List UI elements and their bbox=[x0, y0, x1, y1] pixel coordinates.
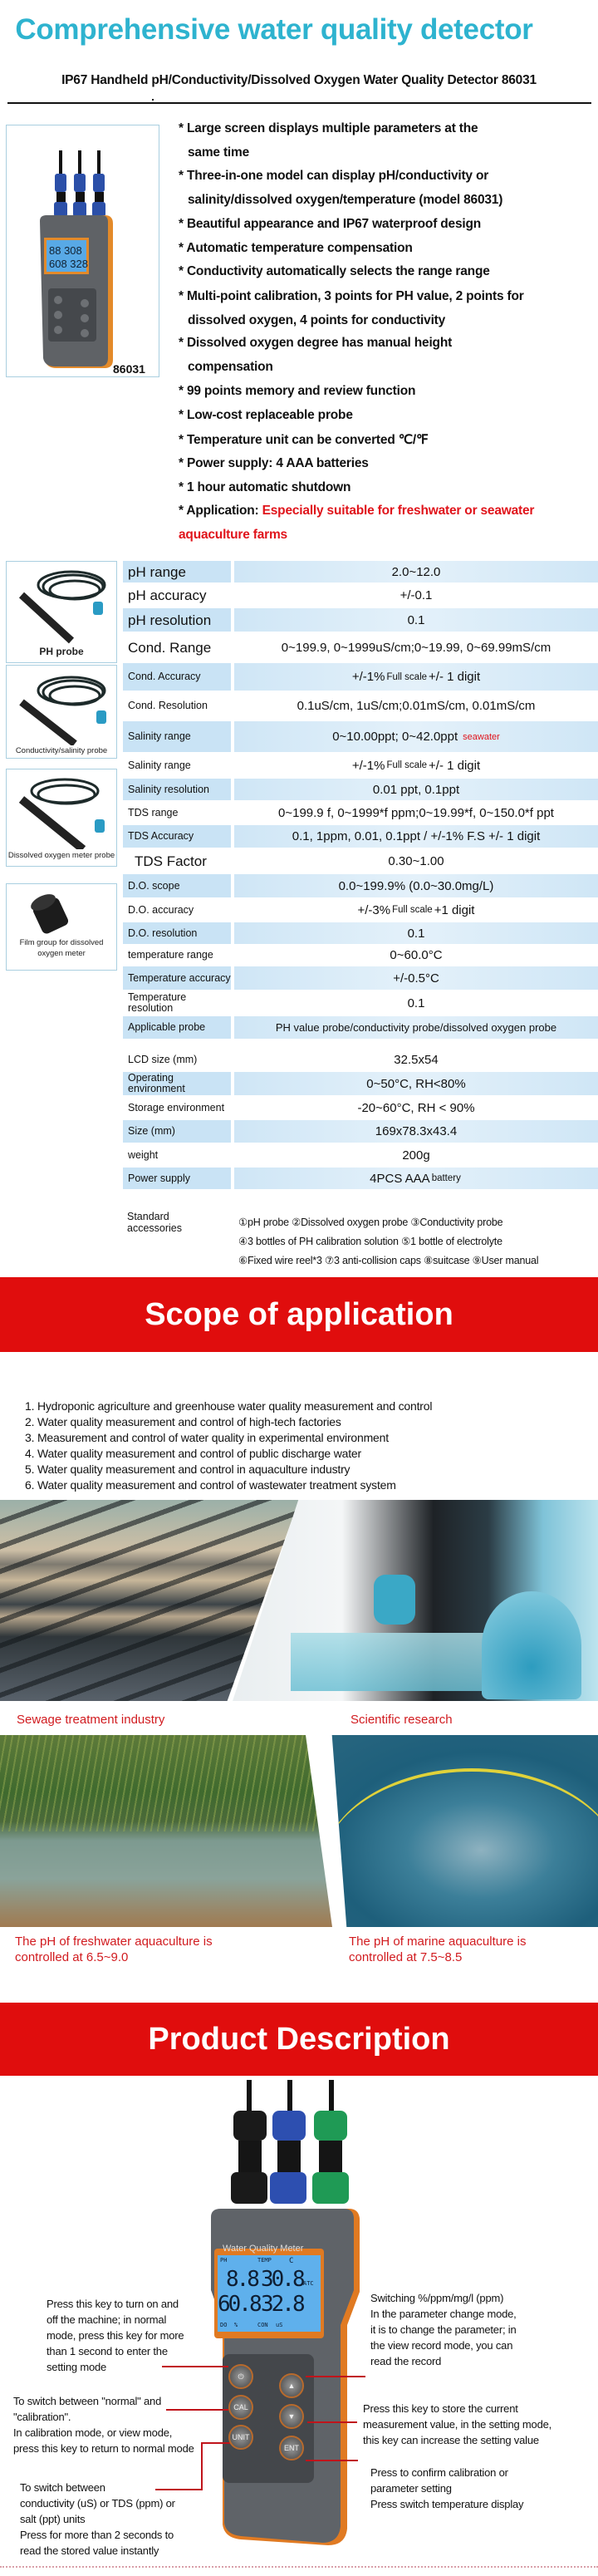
application-highlight: Especially suitable for freshwater or seawater bbox=[262, 504, 535, 518]
spec-row bbox=[123, 779, 598, 800]
spec-label: temperature range bbox=[128, 949, 213, 961]
feature-item: * 1 hour automatic shutdown bbox=[179, 480, 351, 494]
spec-label: D.O. accuracy bbox=[128, 903, 194, 916]
spec-value-part: Full scale bbox=[386, 671, 428, 682]
spec-value-part: 0.1uS/cm, 1uS/cm;0.01mS/cm, 0.01mS/cm bbox=[297, 699, 536, 713]
description-banner: Product Description bbox=[0, 2003, 598, 2076]
spec-label: weight bbox=[128, 1148, 159, 1161]
spec-value bbox=[234, 1120, 598, 1143]
film-cap-icon bbox=[7, 884, 116, 934]
lcd-indicator: ATC bbox=[303, 2280, 314, 2287]
lcd-indicator: C bbox=[289, 2257, 294, 2265]
spec-value bbox=[234, 1168, 598, 1189]
caption-sewage: Sewage treatment industry bbox=[17, 1713, 165, 1727]
spec-label: Salinity range bbox=[123, 721, 231, 752]
spec-value bbox=[234, 1049, 598, 1070]
scope-item: 5. Water quality measurement and control in aquaculture industry bbox=[25, 1463, 350, 1476]
note-line: Press for more than 2 seconds to bbox=[20, 2529, 174, 2541]
caption-marine bbox=[349, 1934, 526, 1965]
spec-label: Size (mm) bbox=[123, 1120, 231, 1143]
spec-label: Cond. Resolution bbox=[128, 700, 208, 711]
spec-value bbox=[234, 922, 598, 944]
note-line: read the stored value instantly bbox=[20, 2544, 159, 2557]
meter-illustration bbox=[7, 125, 160, 378]
spec-row bbox=[123, 754, 598, 777]
note-cal-key bbox=[13, 2393, 194, 2456]
spec-label: D.O. resolution bbox=[123, 922, 231, 944]
spec-value-part: +/- 1 digit bbox=[429, 758, 481, 773]
spec-row bbox=[123, 849, 598, 873]
spec-value bbox=[234, 1097, 598, 1118]
note-line: Press this key to store the current bbox=[363, 2402, 518, 2415]
enter-temp-key[interactable]: ENT bbox=[279, 2436, 304, 2460]
spec-row bbox=[123, 584, 598, 607]
note-confirm-key bbox=[370, 2465, 523, 2512]
note-line: it is to change the parameter; in bbox=[370, 2323, 517, 2336]
note-line: In the parameter change mode, bbox=[370, 2308, 517, 2320]
spec-row bbox=[123, 692, 598, 720]
spec-row bbox=[123, 946, 598, 965]
spec-value bbox=[234, 966, 598, 990]
spec-value-part: battery bbox=[431, 1173, 461, 1183]
note-line: this key can increase the setting value bbox=[363, 2434, 539, 2446]
note-mode-key bbox=[370, 2290, 517, 2369]
note-line: than 1 second to enter the bbox=[47, 2345, 168, 2357]
lcd-indicator: % bbox=[234, 2322, 238, 2328]
feature-item: * Multi-point calibration, 3 points for PH value, 2 points for bbox=[179, 289, 524, 303]
spec-label: D.O. scope bbox=[123, 874, 231, 897]
page-title: Comprehensive water quality detector bbox=[15, 13, 533, 46]
caption-freshwater bbox=[15, 1934, 213, 1965]
spec-value bbox=[234, 849, 598, 873]
note-line: setting mode bbox=[47, 2361, 107, 2373]
spec-row bbox=[123, 561, 598, 583]
spec-value bbox=[234, 692, 598, 720]
ph-probe-icon bbox=[7, 562, 116, 645]
spec-row bbox=[123, 1072, 598, 1095]
scope-item: 6. Water quality measurement and control of wastewater treatment system bbox=[25, 1478, 396, 1492]
spec-value bbox=[234, 633, 598, 661]
lcd-indicator: DO bbox=[220, 2322, 228, 2328]
spec-value-part: +/-3% bbox=[357, 902, 391, 917]
spec-value bbox=[234, 663, 598, 691]
units-key[interactable]: UNIT bbox=[228, 2425, 253, 2450]
feature-item: compensation bbox=[188, 359, 273, 374]
caption-line: The pH of freshwater aquaculture is bbox=[15, 1934, 213, 1949]
spec-row bbox=[123, 874, 598, 897]
divider bbox=[7, 102, 591, 104]
spec-value-part: +/- 1 digit bbox=[429, 670, 481, 684]
scope-item: 3. Measurement and control of water quality in experimental environment bbox=[25, 1431, 389, 1444]
spec-label: Storage environment bbox=[128, 1101, 225, 1113]
lcd-indicator: uS bbox=[276, 2322, 283, 2328]
lcd-indicator: TEMP bbox=[257, 2257, 272, 2264]
spec-row bbox=[123, 1049, 598, 1070]
feature-item: same time bbox=[188, 145, 250, 160]
spec-label: LCD size (mm) bbox=[128, 1053, 198, 1065]
mode-up-key[interactable]: ▲ bbox=[279, 2373, 304, 2398]
spec-value-part: +/-1% bbox=[351, 758, 385, 773]
note-line: mode, press this key for more bbox=[47, 2329, 184, 2342]
spec-value bbox=[234, 584, 598, 607]
note-line: conductivity (uS) or TDS (ppm) or bbox=[20, 2497, 175, 2510]
spec-value-part: Full scale bbox=[392, 905, 433, 915]
scope-item: 2. Water quality measurement and control of high-tech factories bbox=[25, 1415, 341, 1428]
spec-value bbox=[234, 1144, 598, 1166]
spec-value bbox=[234, 754, 598, 777]
spec-value bbox=[234, 561, 598, 583]
spec-value-part: Full scale bbox=[386, 760, 428, 770]
note-line: Press this key to turn on and bbox=[47, 2298, 179, 2310]
feature-item: * Beautiful appearance and IP67 waterproof design bbox=[179, 217, 482, 231]
spec-value-part: 32.5x54 bbox=[394, 1052, 439, 1067]
spec-row bbox=[123, 608, 598, 632]
spec-label: Cond. Range bbox=[128, 639, 212, 656]
feature-application bbox=[179, 504, 534, 519]
spec-row bbox=[123, 1016, 598, 1039]
note-line: read the record bbox=[370, 2355, 442, 2367]
spec-label: TDS Factor bbox=[135, 853, 207, 869]
spec-value-part: 0.1 bbox=[407, 612, 425, 627]
conductivity-probe-icon bbox=[7, 666, 116, 745]
application-highlight-cont: aquaculture farms bbox=[179, 528, 287, 542]
note-line: the view record mode, you can bbox=[370, 2339, 513, 2352]
note-line: Switching %/ppm/mg/l (ppm) bbox=[370, 2292, 504, 2304]
note-line: Press switch temperature display bbox=[370, 2498, 524, 2510]
spec-label: Salinity resolution bbox=[123, 779, 231, 800]
lcd-indicator: CON bbox=[257, 2322, 268, 2328]
note-power-key bbox=[47, 2296, 184, 2375]
mem-down-key[interactable]: ▼ bbox=[279, 2404, 304, 2429]
spec-value bbox=[234, 946, 598, 965]
spec-row bbox=[123, 1144, 598, 1166]
spec-row bbox=[123, 721, 598, 752]
spec-value bbox=[234, 802, 598, 823]
scope-images-row-1 bbox=[0, 1500, 598, 1701]
caption-line: The pH of marine aquaculture is bbox=[349, 1934, 527, 1949]
note-line: In calibration mode, or view mode, bbox=[13, 2426, 173, 2439]
feature-item: * Low-cost replaceable probe bbox=[179, 408, 353, 422]
note-units-key bbox=[20, 2480, 175, 2559]
spec-label: pH range bbox=[123, 561, 231, 583]
lcd-value: 60.8 bbox=[218, 2292, 260, 2317]
product-subtitle: IP67 Handheld pH/Conductivity/Dissolved Oxygen Water Quality Detector 86031 bbox=[61, 73, 537, 87]
spec-value-part: 200g bbox=[402, 1148, 430, 1163]
svg-text:608 328: 608 328 bbox=[49, 258, 88, 270]
feature-item: * Three-in-one model can display pH/conductivity or bbox=[179, 169, 489, 183]
spec-value bbox=[234, 1072, 598, 1095]
spec-row bbox=[123, 1097, 598, 1118]
spec-value-part: 169x78.3x43.4 bbox=[375, 1124, 458, 1138]
spec-row bbox=[123, 825, 598, 848]
freshwater-aquaculture-photo bbox=[0, 1735, 332, 1927]
spec-label: pH accuracy bbox=[128, 587, 207, 603]
accessories-line: ①pH probe ②Dissolved oxygen probe ③Conductivity probe bbox=[238, 1217, 503, 1228]
lcd-value: 8.8 bbox=[226, 2267, 257, 2292]
cal-esc-key[interactable]: CAL bbox=[228, 2395, 253, 2420]
probe-image-conductivity bbox=[6, 665, 117, 759]
accessories-list bbox=[238, 1213, 538, 1271]
spec-value-part: 0.1 bbox=[407, 926, 425, 941]
spec-row bbox=[123, 1168, 598, 1189]
spec-value bbox=[234, 779, 598, 800]
scope-banner: Scope of application bbox=[0, 1277, 598, 1352]
spec-row bbox=[123, 1120, 598, 1143]
application-prefix: * Application: bbox=[179, 504, 262, 518]
caption-line: controlled at 7.5~8.5 bbox=[349, 1950, 463, 1964]
spec-value-part: +1 digit bbox=[434, 902, 475, 917]
probe-caption: Film group for dissolved oxygen meter bbox=[19, 938, 104, 958]
probe-image-oxygen bbox=[6, 769, 117, 867]
caption-line: controlled at 6.5~9.0 bbox=[15, 1950, 129, 1964]
spec-row bbox=[123, 966, 598, 990]
model-number-label: 86031 bbox=[113, 362, 145, 376]
oxygen-probe-icon bbox=[7, 769, 116, 849]
spec-row bbox=[123, 899, 598, 921]
note-store-key bbox=[363, 2401, 551, 2448]
spec-row bbox=[123, 922, 598, 944]
spec-value bbox=[234, 1016, 598, 1039]
spec-row bbox=[123, 663, 598, 691]
note-line: "calibration". bbox=[13, 2411, 71, 2423]
accessories-line: ⑥Fixed wire reel*3 ⑦3 anti-collision caps ⑧suitcase ⑨User manual bbox=[238, 1255, 539, 1266]
feature-item: dissolved oxygen, 4 points for conductivity bbox=[188, 312, 446, 327]
spec-label: Power supply bbox=[123, 1168, 231, 1189]
spec-value-part: 0~199.9, 0~1999uS/cm;0~19.99, 0~69.99mS/cm bbox=[281, 640, 551, 655]
note-line: press this key to return to normal mode bbox=[13, 2442, 194, 2455]
spec-label: Operating environment bbox=[123, 1072, 231, 1095]
scope-item: 4. Water quality measurement and control of public discharge water bbox=[25, 1447, 361, 1460]
spec-label: Cond. Accuracy bbox=[123, 663, 231, 691]
divider-dot bbox=[152, 99, 154, 101]
scope-item: 1. Hydroponic agriculture and greenhouse water quality measurement and control bbox=[25, 1399, 433, 1413]
spec-value-part: PH value probe/conductivity probe/dissolved oxygen probe bbox=[275, 1021, 557, 1034]
accessories-line: ④3 bottles of PH calibration solution ⑤1 bottle of electrolyte bbox=[238, 1236, 502, 1247]
note-line: measurement value, in the setting mode, bbox=[363, 2418, 552, 2431]
feature-item: * Temperature unit can be converted ℃/℉ bbox=[179, 433, 429, 447]
spec-value bbox=[234, 874, 598, 897]
footer-divider bbox=[0, 2566, 598, 2568]
spec-value-part: 0~60.0°C bbox=[390, 948, 443, 962]
spec-label: pH resolution bbox=[123, 608, 231, 632]
feature-item: * Large screen displays multiple parameters at the bbox=[179, 121, 478, 135]
spec-value bbox=[234, 991, 598, 1015]
note-line: To switch between "normal" and bbox=[13, 2395, 162, 2407]
note-line: To switch between bbox=[20, 2481, 105, 2494]
note-line: Press to confirm calibration or bbox=[370, 2466, 508, 2479]
spec-value-part: 0.1 bbox=[407, 995, 425, 1010]
probe-caption: Dissolved oxygen meter probe bbox=[7, 851, 115, 860]
spec-label: Temperature accuracy bbox=[123, 966, 231, 990]
feature-item: salinity/dissolved oxygen/temperature (model 86031) bbox=[188, 192, 503, 207]
scope-images-row-2 bbox=[0, 1735, 598, 1927]
spec-value-part: 0.30~1.00 bbox=[388, 853, 444, 868]
spec-label: Salinity range bbox=[128, 759, 191, 771]
probe-caption: PH probe bbox=[39, 646, 84, 657]
feature-item: * Dissolved oxygen degree has manual height bbox=[179, 336, 453, 350]
spec-row bbox=[123, 991, 598, 1015]
spec-value-part: 0.0~199.9% (0.0~30.0mg/L) bbox=[338, 878, 494, 893]
spec-row bbox=[123, 633, 598, 661]
spec-value-part: +/-1% bbox=[351, 670, 385, 684]
spec-value-part: 2.0~12.0 bbox=[391, 564, 441, 579]
probe-image-film bbox=[6, 883, 117, 971]
spec-label: Temperature resolution bbox=[128, 991, 187, 1014]
lcd-value: 32.8 bbox=[261, 2292, 303, 2317]
spec-value bbox=[234, 899, 598, 921]
spec-value-part: 0.1, 1ppm, 0.01, 0.1ppt / +/-1% F.S +/- 1 digit bbox=[292, 829, 541, 843]
spec-label: TDS range bbox=[128, 806, 179, 819]
lcd-display bbox=[218, 2255, 321, 2332]
meter-label: Water Quality Meter bbox=[223, 2244, 304, 2254]
note-line: parameter setting bbox=[370, 2482, 452, 2495]
note-line: salt (ppt) units bbox=[20, 2513, 86, 2525]
spec-value-part: 0.01 ppt, 0.1ppt bbox=[372, 782, 460, 797]
marine-aquaculture-photo bbox=[306, 1735, 598, 1927]
spec-label: Applicable probe bbox=[123, 1016, 231, 1039]
note-line: off the machine; in normal bbox=[47, 2313, 167, 2326]
feature-item: * Automatic temperature compensation bbox=[179, 241, 413, 255]
spec-value-part: 0~10.00ppt; 0~42.0ppt bbox=[332, 730, 458, 744]
spec-value bbox=[234, 608, 598, 632]
accessories-label: Standard accessories bbox=[127, 1211, 182, 1234]
probe-image-ph bbox=[6, 561, 117, 663]
spec-value bbox=[234, 825, 598, 848]
spec-value-part: +/-0.5°C bbox=[393, 971, 439, 986]
spec-value bbox=[234, 721, 598, 752]
spec-value-part: 0~199.9 f, 0~1999*f ppm;0~19.99*f, 0~150.0*f ppt bbox=[278, 805, 554, 820]
caption-research: Scientific research bbox=[350, 1713, 453, 1727]
spec-value-part: seawater bbox=[463, 731, 500, 742]
product-image bbox=[6, 125, 159, 377]
svg-text:88 308: 88 308 bbox=[49, 244, 82, 257]
feature-item: * Conductivity automatically selects the range range bbox=[179, 264, 490, 278]
feature-item: * Power supply: 4 AAA batteries bbox=[179, 456, 369, 470]
spec-label: TDS Accuracy bbox=[123, 825, 231, 848]
spec-value-part: -20~60°C, RH < 90% bbox=[357, 1100, 475, 1115]
probe-caption: Conductivity/salinity probe bbox=[15, 746, 108, 755]
lcd-indicator: PH bbox=[220, 2257, 228, 2264]
spec-value-part: 0~50°C, RH<80% bbox=[366, 1076, 466, 1091]
power-set-key[interactable]: ⏻ bbox=[228, 2364, 253, 2389]
spec-value-part: +/-0.1 bbox=[399, 588, 433, 602]
spec-value-part: 4PCS AAA bbox=[370, 1171, 430, 1186]
spec-row bbox=[123, 802, 598, 823]
feature-item: * 99 points memory and review function bbox=[179, 384, 416, 398]
lcd-value: 30.8 bbox=[261, 2267, 303, 2292]
